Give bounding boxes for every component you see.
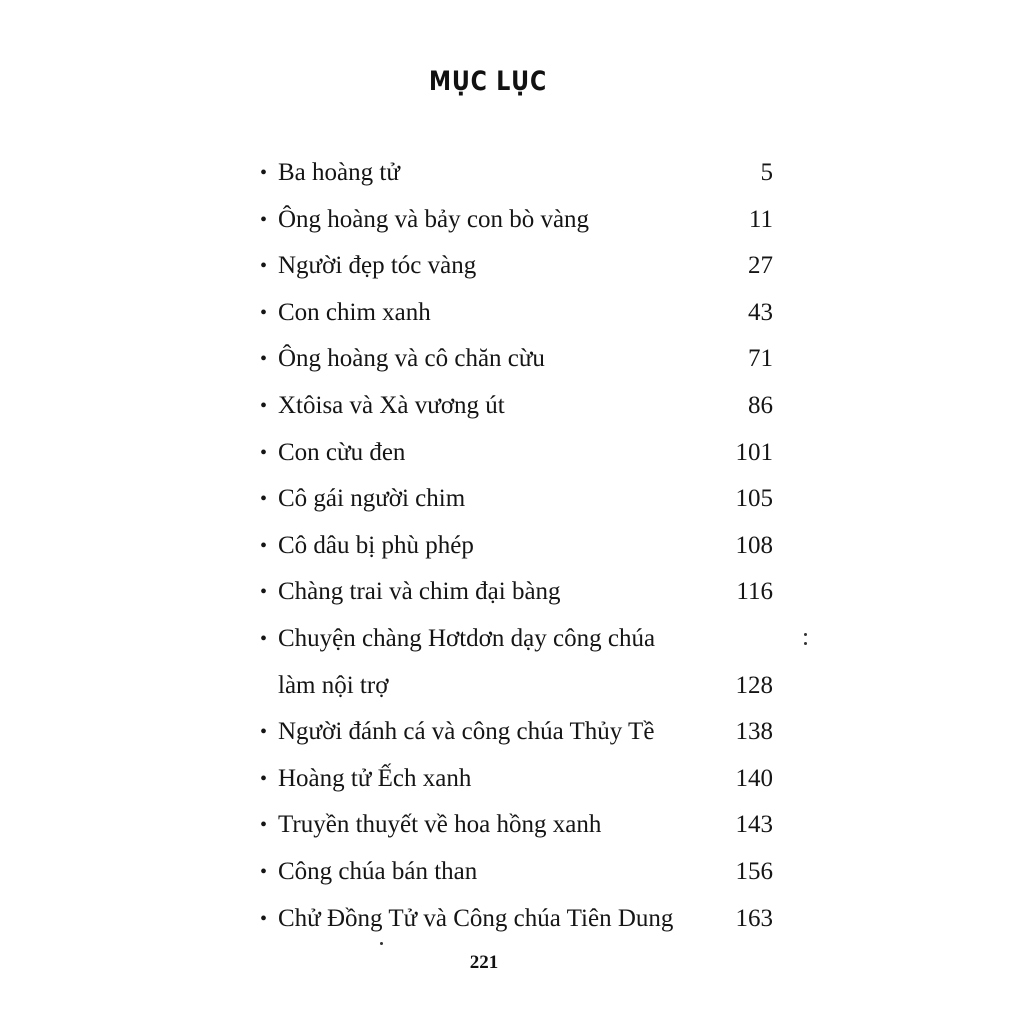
toc-entry-page: 86 [748,391,773,419]
bullet-icon: • [260,534,268,557]
toc-entry-page: 105 [735,485,773,513]
toc-entry-title: Cô dâu bị phù phép [278,531,474,559]
toc-entry-title: Con chim xanh [278,298,431,326]
bullet-icon: • [260,907,268,930]
toc-entry-title: Chuyện chàng Hơtdơn dạy công chúa [278,624,656,652]
toc-entry-title-continuation: làm nội trợ [278,671,389,699]
toc-entry-page: 101 [735,438,773,466]
toc-entry-page: 128 [735,671,773,699]
toc-entry-page: 71 [748,345,773,373]
toc-entry [258,150,773,197]
table-of-contents [258,150,773,942]
toc-entry [258,197,773,244]
bullet-icon: • [260,394,268,417]
toc-entry-title: Ông hoàng và cô chăn cừu [278,345,545,373]
bullet-icon: • [260,767,268,790]
bullet-icon: • [260,860,268,883]
bullet-icon: • [260,627,268,650]
toc-entry [258,569,773,616]
toc-entry [258,290,773,337]
toc-entry-page: 27 [748,252,773,280]
toc-entry [258,476,773,523]
toc-entry [258,336,773,383]
bullet-icon: • [260,348,268,371]
bullet-icon: • [260,441,268,464]
bullet-icon: • [260,721,268,744]
ink-speck [380,942,383,945]
toc-entry-page: 156 [735,857,773,885]
toc-entry [258,383,773,430]
toc-entry-page: 163 [735,904,773,932]
toc-entry-title: Người đánh cá và công chúa Thủy Tề [278,718,655,746]
page-number: 221 [469,952,499,973]
toc-entry-title: Công chúa bán than [278,857,478,885]
toc-entry [258,616,773,709]
toc-entry-page: 11 [748,205,773,233]
toc-entry-title: Con cừu đen [278,438,406,466]
toc-entry-title: Chử Đồng Tử và Công chúa Tiên Dung [278,904,674,932]
toc-entry-title: Hoàng tử Ếch xanh [278,764,472,792]
ink-speck [804,642,807,645]
toc-entry-title: Ông hoàng và bảy con bò vàng [278,205,590,233]
toc-entry [258,523,773,570]
toc-entry-title: Chàng trai và chim đại bàng [278,578,561,606]
ink-speck [804,633,807,636]
toc-entry-page: 143 [735,811,773,839]
bullet-icon: • [260,488,268,511]
toc-entry-page: 116 [736,578,773,606]
bullet-icon: • [260,208,268,231]
toc-entry [258,849,773,896]
bullet-icon: • [260,301,268,324]
toc-entry-title: Xtôisa và Xà vương út [278,391,505,419]
bullet-icon: • [260,581,268,604]
bullet-icon: • [260,814,268,837]
toc-entry-page: 43 [748,298,773,326]
toc-entry [258,756,773,803]
page-title: MỤC LỤC [428,66,548,97]
toc-entry [258,709,773,756]
toc-entry-page: 138 [735,718,773,746]
toc-entry-title: Ba hoàng tử [278,159,400,186]
bullet-icon: • [260,162,268,184]
toc-entry-page: 140 [735,764,773,792]
toc-entry-page: 108 [735,531,773,559]
bullet-icon: • [260,255,268,278]
toc-entry [258,802,773,849]
toc-entry-title: Truyền thuyết về hoa hồng xanh [278,811,602,839]
toc-entry [258,896,773,943]
toc-entry-title: Cô gái người chim [278,485,466,513]
toc-entry [258,430,773,477]
toc-entry-title: Người đẹp tóc vàng [278,252,477,280]
toc-entry-page: 5 [760,159,773,186]
toc-entry [258,243,773,290]
